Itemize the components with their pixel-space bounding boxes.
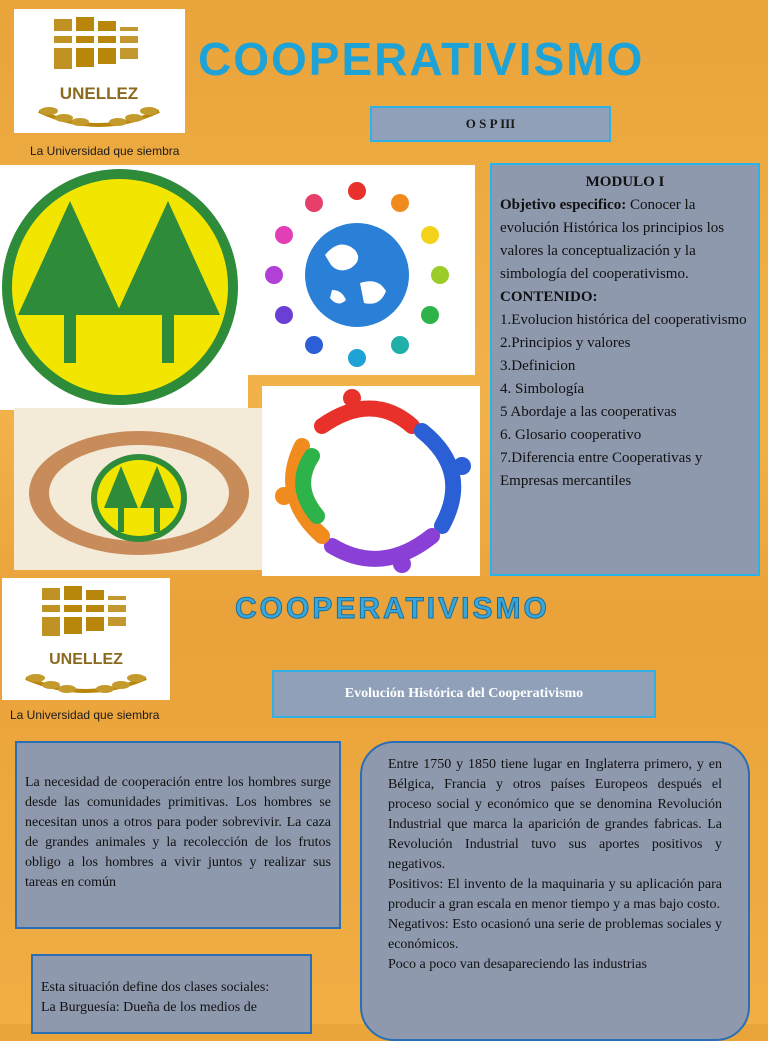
svg-text:UNELLEZ: UNELLEZ xyxy=(59,84,139,103)
content-label: CONTENIDO: xyxy=(500,289,598,305)
left-paragraph-box-2 xyxy=(31,954,312,1034)
section-title-large: COOPERATIVISMO xyxy=(235,592,550,625)
colorful-people-circle-image xyxy=(262,386,480,576)
content-item: 3.Definicion xyxy=(500,358,576,374)
content-item: 7.Diferencia entre Cooperativas y Empresas mercantiles xyxy=(500,450,703,489)
content-item: 2.Principios y valores xyxy=(500,335,631,351)
left-paragraph-2-cut: La Burguesía: Dueña de los medios de xyxy=(41,1000,257,1015)
right-paragraph: Positivos: El invento de la maquinaria y su aplicación para producir a gran escala en menor tiempo y a mas bajo costo. xyxy=(388,877,722,912)
right-paragraph: Negativos: Esto ocasionó una serie de problemas sociales y económicos. xyxy=(388,917,722,952)
cooperative-symbol-image xyxy=(0,165,248,410)
objective-label: Objetivo especifico: xyxy=(500,197,627,213)
content-item: 4. Simbología xyxy=(500,381,585,397)
content-item: 5 Abordaje a las cooperativas xyxy=(500,404,677,420)
right-paragraph-box xyxy=(360,741,750,1041)
content-item: 6. Glosario cooperativo xyxy=(500,427,642,443)
tagline-2: La Universidad que siembra xyxy=(10,708,160,722)
page-title: COOPERATIVISMO xyxy=(198,33,645,85)
unellez-logo-2 xyxy=(2,578,170,700)
left-paragraph-box xyxy=(15,741,341,929)
tagline: La Universidad que siembra xyxy=(30,144,180,158)
section-heading: Evolución Histórica del Cooperativismo xyxy=(344,686,584,701)
objective xyxy=(500,194,750,286)
left-paragraph: La necesidad de cooperación entre los hombres surge desde las comunidades primitivas. Los hombres se necesitan unos a otros para poder sobrevivir. La caza de grandes animales y la recolección de los frutos obligo a los hombres a vivir juntos y realizar sus tareas en común xyxy=(25,775,331,890)
section-heading-box xyxy=(272,670,656,718)
svg-text:UNELLEZ: UNELLEZ xyxy=(49,651,123,668)
unellez-logo xyxy=(14,9,185,133)
course-tag-label: O S P III xyxy=(465,116,516,131)
left-paragraph-2: Esta situación define dos clases sociales: xyxy=(41,980,270,995)
module-heading: MODULO I xyxy=(585,174,665,190)
hands-symbol-image xyxy=(14,408,264,570)
right-paragraph: Poco a poco van desapareciendo las industrias xyxy=(388,957,647,972)
objective-text: Conocer la evolución Histórica los principios los valores la conceptualización y la simbología del cooperativismo. xyxy=(500,197,725,282)
module-box xyxy=(490,163,760,576)
people-globe-image xyxy=(240,165,475,375)
right-paragraph: Entre 1750 y 1850 tiene lugar en Inglaterra primero, y en Bélgica, Francia y otros países Europeos después el proceso social y económico que se denomina Revolución Industrial que marca la aparición de grandes fabricas. La Revolución Industrial tuvo sus aportes positivos y negativos. xyxy=(388,757,722,872)
content-item: 1.Evolucion histórica del cooperativismo xyxy=(500,312,747,328)
course-tag xyxy=(370,106,611,142)
